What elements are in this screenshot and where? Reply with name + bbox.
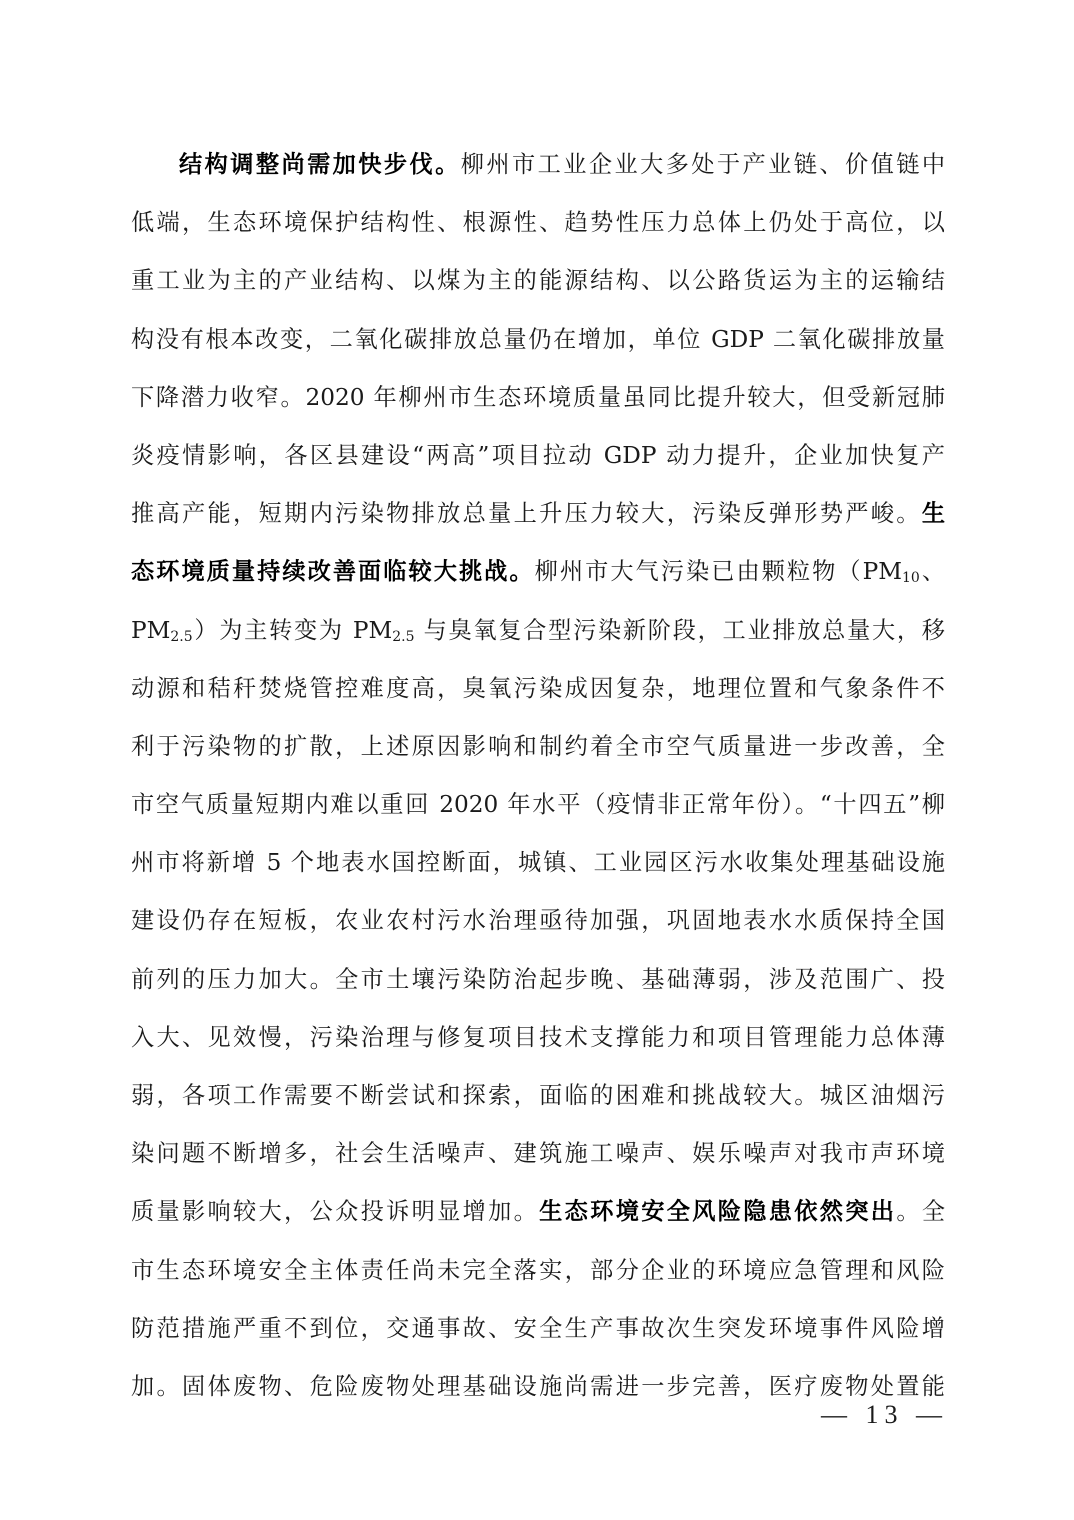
text-run: 与臭氧复合型污染新阶段，工业排放总量大，移 xyxy=(414,616,945,644)
text-line xyxy=(131,602,945,660)
text-line xyxy=(131,892,945,950)
text-line xyxy=(131,951,945,1009)
text-line xyxy=(131,194,945,252)
text-run: 建设仍存在短板，农业农村污水治理亟待加强，巩固地表水水质保持全国 xyxy=(131,907,945,935)
text-run: 柳州市工业企业大多处于产业链、价值链中 xyxy=(460,151,946,178)
text-run: 入大、见效慢，污染治理与修复项目技术支撑能力和项目管理能力总体薄 xyxy=(131,1023,945,1051)
text-line xyxy=(131,660,945,718)
bold-heading-text: 生 xyxy=(921,500,945,528)
text-run: 质量影响较大，公众投诉明显增加。 xyxy=(131,1198,540,1226)
bold-heading-text: 生态环境安全风险隐患依然突出 xyxy=(539,1198,897,1226)
text-line xyxy=(131,427,945,485)
text-run: 弱，各项工作需要不断尝试和探索，面临的困难和挑战较大。城区油烟污 xyxy=(131,1082,945,1109)
bold-heading-text: 态环境质量持续改善面临较大挑战。 xyxy=(131,558,535,586)
text-run: 动源和秸秆焚烧管控难度高，臭氧污染成因复杂，地理位置和气象条件不 xyxy=(131,674,945,702)
body-paragraph xyxy=(131,136,945,1416)
subscript-text: 2.5 xyxy=(392,628,415,645)
text-run: 下降潜力收窄。2020 年柳州市生态环境质量虽同比提升较大，但受新冠肺 xyxy=(131,383,945,411)
text-run: 市空气质量短期内难以重回 2020 年水平（疫情非正常年份）。“十四五”柳 xyxy=(131,791,945,819)
text-run: 重工业为主的产业结构、以煤为主的能源结构、以公路货运为主的运输结 xyxy=(131,267,945,295)
text-line xyxy=(131,485,945,543)
text-line xyxy=(131,311,945,369)
text-line xyxy=(131,834,945,892)
text-line xyxy=(131,1125,945,1183)
text-run: 推高产能，短期内污染物排放总量上升压力较大，污染反弹形势严峻。 xyxy=(131,500,922,528)
text-run: 柳州市大气污染已由颗粒物（PM xyxy=(534,558,902,586)
text-run: 炎疫情影响，各区县建设“两高”项目拉动 GDP 动力提升，企业加快复产 xyxy=(131,441,945,469)
text-run: 、 xyxy=(919,558,946,586)
text-line xyxy=(131,136,945,194)
subscript-text: 2.5 xyxy=(170,628,193,645)
text-run: ）为主转变为 PM xyxy=(192,616,393,644)
text-run: 染问题不断增多，社会生活噪声、建筑施工噪声、娱乐噪声对我市声环境 xyxy=(131,1140,945,1168)
text-run: 市生态环境安全主体责任尚未完全落实，部分企业的环境应急管理和风险 xyxy=(131,1256,945,1284)
text-run: 低端，生态环境保护结构性、根源性、趋势性压力总体上仍处于高位，以 xyxy=(131,209,945,237)
text-line xyxy=(131,776,945,834)
text-line xyxy=(131,1183,945,1241)
text-line xyxy=(131,1242,945,1300)
text-line xyxy=(131,718,945,776)
text-line xyxy=(131,1067,945,1125)
text-line xyxy=(131,369,945,427)
text-run: 构没有根本改变，二氧化碳排放总量仍在增加，单位 GDP 二氧化碳排放量 xyxy=(131,325,945,353)
text-run: 前列的压力加大。全市土壤污染防治起步晚、基础薄弱，涉及范围广、投 xyxy=(131,965,945,993)
text-line xyxy=(131,1009,945,1067)
text-run: 利于污染物的扩散，上述原因影响和制约着全市空气质量进一步改善，全 xyxy=(131,732,945,760)
text-line xyxy=(131,252,945,310)
text-run: 防范措施严重不到位，交通事故、安全生产事故次生突发环境事件风险增 xyxy=(131,1314,945,1342)
text-run: PM xyxy=(131,616,171,644)
text-run: 州市将新增 5 个地表水国控断面，城镇、工业园区污水收集处理基础设施 xyxy=(131,849,945,877)
subscript-text: 10 xyxy=(901,570,920,587)
page-number: — 13 — xyxy=(821,1400,948,1429)
text-line xyxy=(131,543,945,601)
text-run: 。全 xyxy=(896,1198,946,1226)
text-line xyxy=(131,1300,945,1358)
bold-heading-text: 结构调整尚需加快步伐。 xyxy=(179,151,461,178)
text-run: 加。固体废物、危险废物处理基础设施尚需进一步完善，医疗废物处置能 xyxy=(131,1372,945,1400)
